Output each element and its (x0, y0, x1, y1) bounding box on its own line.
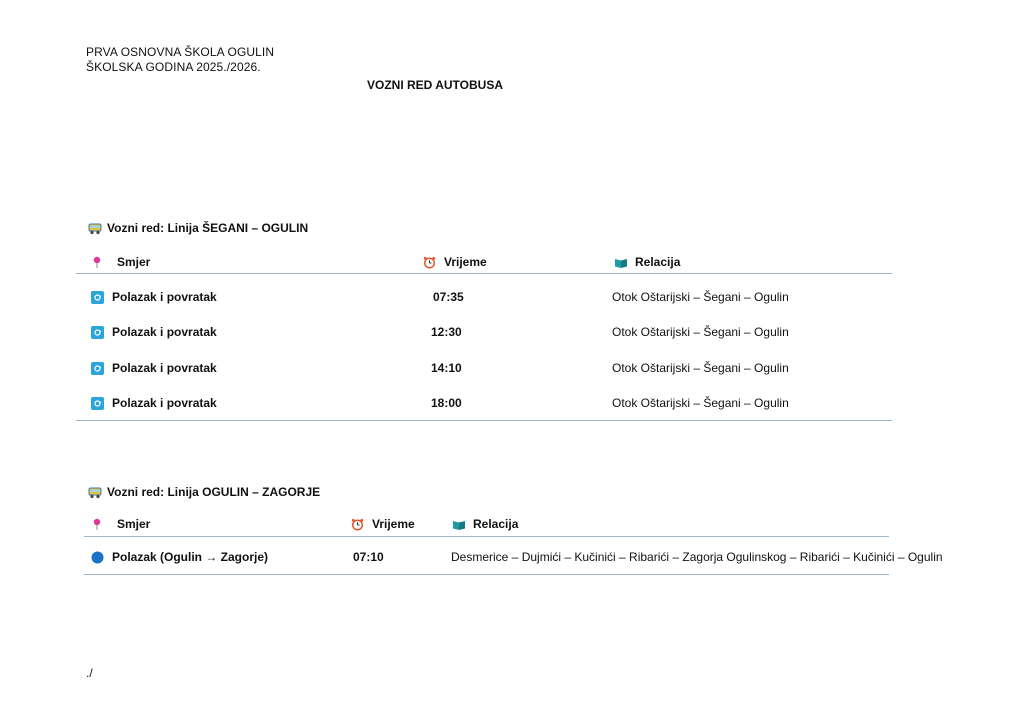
route-cell: Otok Oštarijski – Šegani – Ogulin (612, 290, 789, 304)
direction-cell: Polazak i povratak (112, 396, 217, 410)
col-header-route: Relacija (452, 517, 518, 531)
pin-icon (92, 256, 105, 269)
time-cell: 12:30 (431, 325, 462, 339)
header-divider (76, 273, 892, 274)
section-title-text: Vozni red: Linija OGULIN – ZAGORJE (107, 485, 321, 499)
bus-icon (88, 486, 101, 499)
alarm-clock-icon (423, 256, 436, 269)
route-cell: Desmerice – Dujmići – Kučinići – Ribarići – Zagorja Ogulinskog – Ribarići – Kučinići – Ogulin (451, 550, 943, 564)
route-cell: Otok Oštarijski – Šegani – Ogulin (612, 361, 789, 375)
open-book-icon (614, 256, 627, 269)
table-row (91, 290, 217, 304)
alarm-clock-icon (351, 518, 364, 531)
table-row (91, 361, 217, 375)
col-header-time: Vrijeme (351, 517, 415, 531)
table-row (91, 396, 217, 410)
direction-cell: Polazak i povratak (112, 325, 217, 339)
col-header-time: Vrijeme (423, 255, 487, 269)
footer-mark: ./ (86, 666, 93, 680)
open-book-icon (452, 518, 465, 531)
direction-cell: Polazak (Ogulin → Zagorje) (112, 550, 269, 564)
time-cell: 07:35 (433, 290, 464, 304)
bus-icon (88, 222, 101, 235)
page-title: VOZNI RED AUTOBUSA (367, 78, 504, 92)
blue-circle-icon (91, 551, 104, 564)
time-cell: 14:10 (431, 361, 462, 375)
header-divider (84, 536, 889, 537)
section-title-text: Vozni red: Linija ŠEGANI – OGULIN (107, 221, 309, 235)
col-header-direction: Smjer (92, 517, 150, 531)
time-cell: 07:10 (353, 550, 384, 564)
direction-cell: Polazak i povratak (112, 290, 217, 304)
pin-icon (92, 518, 105, 531)
col-header-route: Relacija (614, 255, 680, 269)
school-name: PRVA OSNOVNA ŠKOLA OGULIN (86, 45, 275, 59)
section-title-segani (88, 221, 308, 235)
col-header-direction: Smjer (92, 255, 150, 269)
direction-cell: Polazak i povratak (112, 361, 217, 375)
school-year: ŠKOLSKA GODINA 2025./2026. (86, 60, 261, 74)
table-bottom-rule (76, 420, 892, 421)
time-cell: 18:00 (431, 396, 462, 410)
table-row (91, 325, 217, 339)
table-bottom-rule (84, 574, 889, 575)
repeat-icon (91, 326, 104, 339)
repeat-icon (91, 362, 104, 375)
section-title-zagorje (88, 485, 320, 499)
route-cell: Otok Oštarijski – Šegani – Ogulin (612, 325, 789, 339)
repeat-icon (91, 291, 104, 304)
repeat-icon (91, 397, 104, 410)
route-cell: Otok Oštarijski – Šegani – Ogulin (612, 396, 789, 410)
table-row (91, 550, 268, 564)
